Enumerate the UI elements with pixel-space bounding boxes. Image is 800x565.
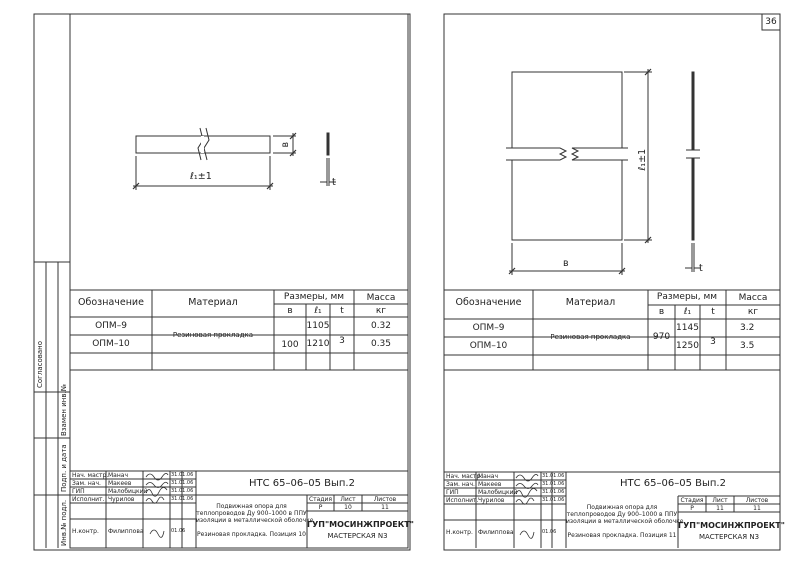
- right-tb-h-sheet: Лист: [712, 497, 728, 504]
- left-tb-desc1: Подвижная опора для: [216, 503, 287, 510]
- stamp-inv-orig: Инв.№ подл.: [60, 499, 68, 546]
- left-dim-length: ℓ₁±1: [190, 171, 212, 182]
- left-tb-desc3: изоляции в металлической оболочке: [196, 517, 314, 524]
- stamp-agreed: Согласовано: [36, 340, 44, 388]
- left-b: 100: [281, 340, 299, 350]
- right-tb-role-4: Исполнит.: [446, 497, 479, 504]
- page-number: 36: [765, 17, 777, 27]
- right-tb-desc3: изоляции в металлической оболочке: [566, 518, 684, 525]
- right-tb-name-5: Филиппова: [478, 529, 514, 536]
- left-h-designation: Обозначение: [78, 297, 144, 308]
- right-dim-width: в: [563, 258, 569, 269]
- right-tb-date-2: 31.01.06: [542, 481, 565, 487]
- right-tb-sheet: 11: [716, 505, 724, 512]
- right-tb-date-3: 31.01.06: [542, 489, 565, 495]
- left-h-b: в: [287, 306, 293, 316]
- left-h-mass: Масса: [366, 293, 396, 303]
- left-tb-sheets: 11: [381, 504, 389, 511]
- left-row2-designation: ОПМ–10: [92, 339, 130, 349]
- left-tb-h-sheets: Листов: [373, 496, 397, 503]
- right-row1-l: 1145: [676, 323, 699, 333]
- left-t: 3: [339, 336, 345, 346]
- right-tb-desc2: теплопроводов Ду 900–1000 в ППУ: [566, 511, 678, 518]
- left-row2-mass: 0.35: [370, 339, 392, 349]
- left-tb-stage: Р: [318, 504, 323, 511]
- left-signature-2: [146, 482, 168, 487]
- left-row1-mass: 0.32: [370, 321, 392, 331]
- right-b: 970: [652, 332, 671, 342]
- right-tb-h-stage: Стадия: [680, 497, 704, 504]
- left-row2-l: 1210: [306, 339, 330, 349]
- right-tb-name-3: Малобицкий: [478, 489, 518, 496]
- left-tb-date-3: 31.01.06: [171, 488, 194, 494]
- right-tb-role-3: ГИП: [446, 489, 459, 496]
- right-signature-1: [516, 474, 538, 481]
- left-tb-role-2: Зам. нач.: [72, 480, 101, 487]
- right-tb-sheets: 11: [753, 505, 761, 512]
- right-h-designation: Обозначение: [455, 297, 522, 308]
- right-tb-name-4: Чурилов: [478, 497, 505, 504]
- left-row1-l: 1105: [306, 321, 330, 331]
- right-row1-mass: 3.2: [740, 323, 755, 333]
- stamp-replaces-inv: Взамен инв.№: [60, 384, 68, 436]
- right-tb-stage: Р: [690, 505, 694, 512]
- left-signature-1: [146, 473, 168, 480]
- right-tb-name-1: Манач: [478, 473, 498, 480]
- right-dim-length: ℓ₁±1: [637, 148, 649, 171]
- left-dim-thickness: t: [332, 177, 336, 188]
- right-row1-designation: ОПМ–9: [472, 323, 505, 333]
- right-tb-org2: МАСТЕРСКАЯ N3: [698, 533, 760, 541]
- left-tb-name-1: Манач: [108, 472, 128, 479]
- left-h-kg: кг: [375, 306, 387, 316]
- left-h-l: ℓ₁: [314, 306, 322, 316]
- left-tb-date-2: 31.01.06: [171, 480, 194, 486]
- right-h-t: t: [711, 307, 715, 317]
- right-signature-4: [516, 498, 534, 504]
- left-tb-role-5: Н.контр.: [72, 528, 99, 535]
- right-tb-role-1: Нач. мастр.: [446, 473, 483, 480]
- right-tb-desc4: Резиновая прокладка. Позиция 11: [567, 532, 677, 539]
- left-tb-date-1: 31.01.06: [171, 472, 194, 478]
- left-h-material: Материал: [188, 297, 238, 308]
- left-h-t: t: [340, 306, 344, 316]
- left-material: Резиновая прокладка: [172, 331, 254, 339]
- left-tb-desc2: теплопроводов Ду 900–1000 в ППУ: [196, 510, 307, 517]
- left-tb-org2: МАСТЕРСКАЯ N3: [327, 532, 388, 540]
- right-tb-org1: ГУП"МОСИНЖПРОЕКТ": [678, 521, 785, 530]
- left-tb-desc4: Резиновая прокладка. Позиция 10: [197, 531, 306, 538]
- right-t: 3: [710, 337, 716, 347]
- right-tb-desc1: Подвижная опора для: [586, 504, 658, 511]
- right-row2-l: 1250: [676, 341, 699, 351]
- left-h-sizes: Размеры, мм: [283, 292, 345, 302]
- left-signature-3: [146, 487, 167, 496]
- left-tb-name-3: Малобицкий: [108, 488, 148, 495]
- right-signature-2: [516, 483, 538, 488]
- right-h-mass: Масса: [738, 293, 768, 303]
- left-tb-code: НТС 65–06–05 Вып.2: [249, 478, 355, 489]
- right-h-kg: кг: [747, 307, 759, 317]
- left-dim-width: в: [280, 141, 292, 148]
- right-tb-date-5: 01.06: [542, 529, 557, 535]
- left-tb-role-3: ГИП: [72, 488, 85, 495]
- stamp-sign-date: Подп. и дата: [60, 444, 68, 492]
- left-tb-sheet: 10: [344, 504, 352, 511]
- left-tb-h-stage: Стадия: [308, 496, 333, 503]
- right-h-material: Материал: [565, 297, 616, 308]
- right-signature-3: [516, 488, 537, 497]
- right-row2-mass: 3.5: [740, 341, 755, 351]
- right-signature-5: [520, 531, 534, 538]
- left-signature-5: [150, 530, 164, 537]
- left-tb-name-2: Макеев: [108, 480, 132, 487]
- right-h-sizes: Размеры, мм: [656, 292, 718, 302]
- right-tb-date-1: 31.01.06: [542, 473, 565, 479]
- right-tb-code: НТС 65–06–05 Вып.2: [620, 478, 726, 489]
- right-row2-designation: ОПМ–10: [469, 341, 508, 351]
- left-tb-role-1: Нач. мастр.: [72, 472, 109, 479]
- right-material: Резиновая прокладка: [550, 333, 631, 341]
- left-tb-name-4: Чурилов: [108, 496, 135, 503]
- right-h-b: в: [658, 307, 665, 317]
- right-tb-role-5: Н.контр.: [446, 529, 473, 536]
- left-tb-name-5: Филиппова: [108, 528, 144, 535]
- right-tb-name-2: Макеев: [478, 481, 502, 488]
- left-tb-date-4: 31.01.06: [171, 496, 194, 502]
- right-dim-thickness: t: [699, 263, 703, 274]
- right-tb-h-sheets: Листов: [745, 497, 769, 504]
- left-tb-date-5: 01.06: [171, 528, 186, 534]
- right-tb-role-2: Зам. нач.: [446, 481, 475, 488]
- right-tb-date-4: 31.01.06: [542, 497, 565, 503]
- left-signature-4: [146, 497, 164, 503]
- left-tb-role-4: Исполнит.: [72, 496, 105, 503]
- left-tb-org1: ГУП"МОСИНЖПРОЕКТ": [307, 520, 414, 529]
- left-tb-h-sheet: Лист: [340, 496, 356, 503]
- right-h-l: ℓ₁: [683, 307, 692, 317]
- left-row1-designation: ОПМ–9: [95, 321, 127, 331]
